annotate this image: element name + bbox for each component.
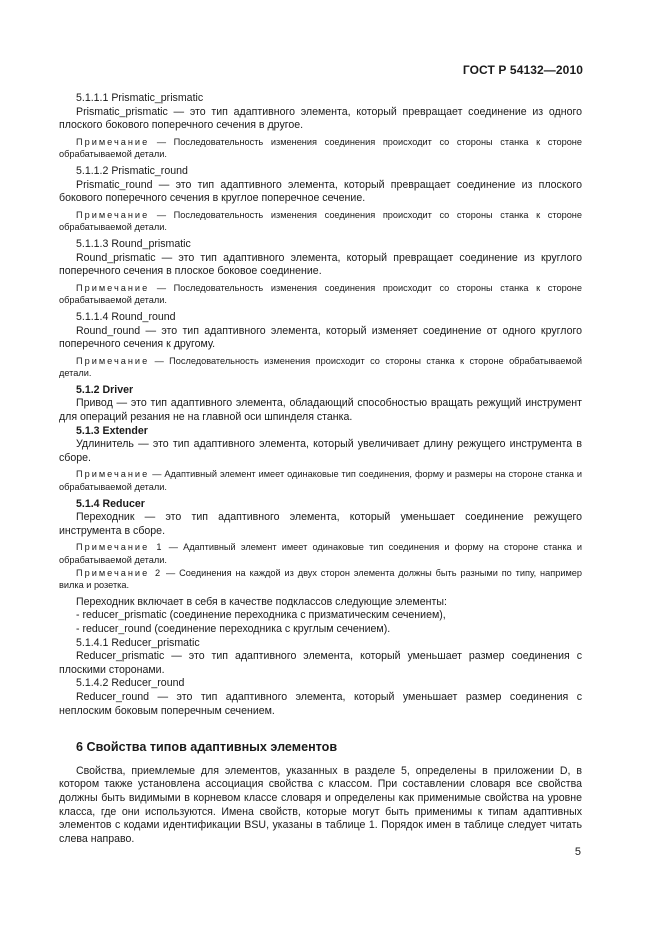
- note-label: Примечание 1: [76, 542, 164, 553]
- definition-paragraph: Prismatic_prismatic — это тип адаптивного элемента, который превращает соединение из одного плоского бокового поперечного сечения в другое.: [59, 105, 582, 132]
- subsection-title: 5.1.2 Driver: [76, 383, 134, 396]
- section-heading: 6 Свойства типов адаптивных элементов: [76, 740, 338, 755]
- definition-paragraph: Prismatic_round — это тип адаптивного элемента, который превращает соединение из плоского бокового поперечного сечения в круглое поперечное сечение.: [59, 178, 582, 205]
- list-item: - reducer_prismatic (соединение переходника с призматическим сечением),: [76, 609, 446, 622]
- note: [59, 209, 582, 234]
- note-label: Примечание: [76, 209, 150, 220]
- note-text: — Последовательность изменения соединения происходит со стороны станка к стороне обрабатываемой детали.: [59, 282, 582, 306]
- note-label: Примечание: [76, 282, 150, 293]
- list-item: - reducer_round (соединение переходника с круглым сечением).: [76, 622, 391, 635]
- subsection-title: 5.1.4 Reducer: [76, 497, 145, 510]
- page-number: 5: [574, 846, 581, 858]
- definition-paragraph: Reducer_prismatic — это тип адаптивного элемента, который уменьшает размер соединения с плоскими сторонами.: [59, 650, 582, 676]
- note-text: — Соединения на каждой из двух сторон элемента должны быть разными по типу, например вилка и розетка.: [59, 567, 582, 591]
- standard-code-header: ГОСТ Р 54132—2010: [462, 63, 583, 77]
- definition-paragraph: Round_prismatic — это тип адаптивного элемента, который превращает соединение из круглого поперечного сечения в плоское боковое соединение.: [59, 251, 582, 278]
- definition-paragraph: Reducer_round — это тип адаптивного элемента, который уменьшает размер соединения с неплоским боковым поперечным сечением.: [59, 690, 582, 717]
- subsection-title: 5.1.1.2 Prismatic_round: [76, 164, 188, 177]
- note: [59, 468, 582, 493]
- note: [59, 355, 582, 380]
- note: [59, 136, 582, 161]
- note-label: Примечание: [76, 469, 150, 480]
- subsection-title: 5.1.4.2 Reducer_round: [76, 677, 185, 690]
- note-label: Примечание: [76, 355, 150, 366]
- subsection-title: 5.1.3 Extender: [76, 424, 148, 437]
- definition-paragraph: Привод — это тип адаптивного элемента, обладающий способностью вращать режущий инструмент для операций резания не на главной оси шпинделя станка.: [59, 397, 582, 424]
- subsection-title: 5.1.1.1 Prismatic_prismatic: [76, 92, 204, 104]
- note: [59, 567, 582, 592]
- section-paragraph: Свойства, приемлемые для элементов, указанных в разделе 5, определены в приложении D, в котором также установлена ассоциация свойства с классом. При составлении словаря все свойства должны быть видимыми в корневом классе словаря и определены как применимые свойства на уровне класса, где они используются. Имена свойств, которые могут быть применимы к типам адаптивных элементов с кодами идентификации BSU, указаны в таблице 1. Порядок имен в таблице следует читать слева направо.: [59, 764, 582, 845]
- note-text: — Последовательность изменения происходит со стороны станка к стороне обрабатываемой детали.: [59, 355, 582, 379]
- subsection-title: 5.1.1.3 Round_prismatic: [76, 237, 191, 250]
- note-label: Примечание: [76, 136, 150, 147]
- note-label: Примечание 2: [76, 567, 163, 578]
- subsection-title: 5.1.1.4 Round_round: [76, 310, 176, 323]
- list-intro: Переходник включает в себя в качестве подклассов следующие элементы:: [76, 595, 447, 608]
- note-text: — Последовательность изменения соединения происходит со стороны станка к стороне обрабатываемой детали.: [59, 209, 582, 233]
- definition-paragraph: Удлинитель — это тип адаптивного элемента, который увеличивает длину режущего инструмента в сборе.: [59, 438, 582, 464]
- note: [59, 282, 582, 307]
- definition-paragraph: Переходник — это тип адаптивного элемента, который уменьшает соединение режущего инструмента в сборе.: [59, 511, 582, 537]
- note-text: — Адаптивный элемент имеет одинаковые тип соединения, форму и размеры на стороне станка и обрабатываемой детали.: [59, 469, 582, 493]
- definition-paragraph: Round_round — это тип адаптивного элемента, который изменяет соединение от одного круглого поперечного сечения к другому.: [59, 324, 582, 351]
- note: [59, 541, 582, 566]
- note-text: — Последовательность изменения соединения происходит со стороны станка к стороне обрабатываемой детали.: [59, 136, 582, 160]
- subsection-title: 5.1.4.1 Reducer_prismatic: [76, 636, 200, 649]
- note-text: — Адаптивный элемент имеет одинаковые тип соединения и форму на стороне станка и обрабатываемой детали.: [59, 542, 582, 565]
- document-body: [59, 92, 582, 846]
